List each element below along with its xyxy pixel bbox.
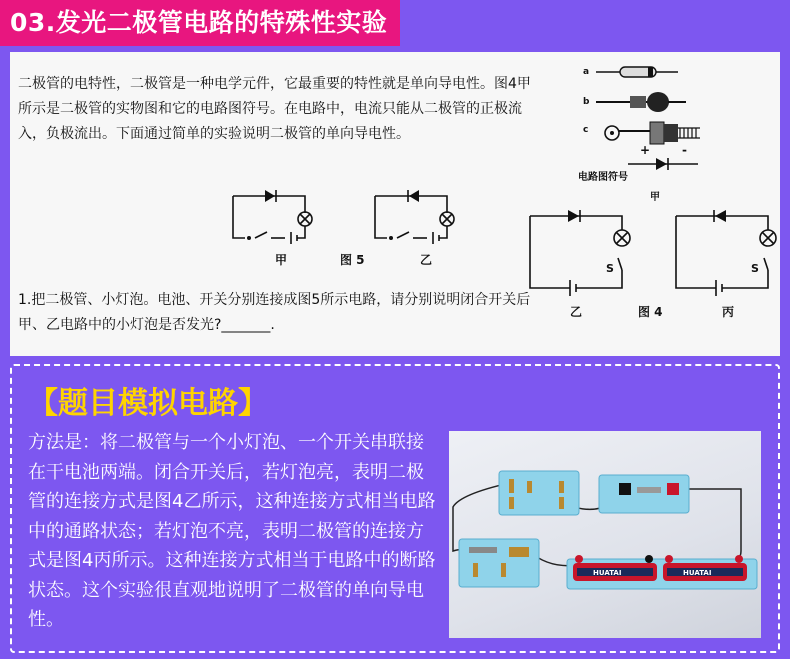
fig4-switch-s-bing: S [751, 262, 759, 275]
page-title: 03.发光二极管电路的特殊性实验 [0, 0, 400, 46]
question-1: 1.把二极管、小灯泡。电池、开关分别连接成图5所示电路，请分别说明闭合开关后甲、乙电路中的小灯泡是否发光?_______. [18, 292, 531, 333]
fig5-label-yi: 乙 [420, 253, 433, 267]
intro-paragraph: 二极管的电特性，二极管是一种电学元件，它最重要的特性就是单向导电性。图4甲所示是二极管的实物图和它的电路图符号。在电路中，电流只能从二极管的正极流入，负极流出。下面通过简单的实验说明二极管的单向导电性。 [18, 76, 531, 142]
fig4-label-bing: 丙 [722, 305, 735, 319]
fig4-label-yi: 乙 [570, 305, 583, 319]
fig5-label-jia: 甲 [275, 253, 288, 267]
fig4-minus: - [682, 143, 687, 157]
fig4-label-fig: 图 4 [638, 305, 663, 319]
fig4-label-b: b [583, 97, 590, 107]
fig4-label-c: c [583, 125, 589, 135]
method-paragraph: 方法是：将二极管与一个小灯泡、一个开关串联接在干电池两端。闭合开关后，若灯泡亮，表明二极管的连接方式是图4乙所示，这种连接方式相当电路中的通路状态；若灯泡不亮，表明二极管的连接方式是图4丙所示。这种连接方式相当于电路中的断路状态。这个实验很直观地说明了二极管的单向导电性。 [28, 432, 436, 630]
fig4-label-a: a [583, 67, 590, 77]
battery-brand-1: HUATAI [593, 569, 622, 577]
textbook-sheet [10, 52, 780, 356]
fig5-label-fig: 图 5 [340, 253, 365, 267]
figure-4 [510, 58, 780, 326]
panel-title: 【题目模拟电路】 [28, 386, 268, 421]
figure-5 [225, 180, 495, 270]
battery-brand-2: HUATAI [683, 569, 712, 577]
fig4-symbol-caption: 电路图符号 [578, 172, 628, 183]
fig4-label-jia: 甲 [650, 192, 660, 203]
fig4-plus: + [640, 143, 651, 157]
circuit-photo [449, 431, 761, 638]
fig4-switch-s-yi: S [606, 262, 614, 275]
